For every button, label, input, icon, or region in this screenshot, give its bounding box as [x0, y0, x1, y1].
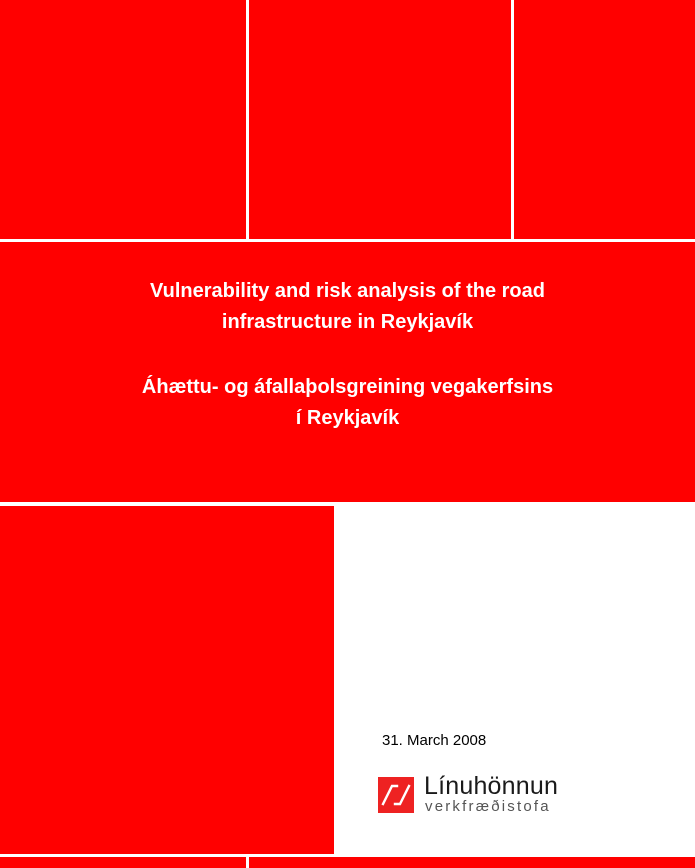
red-panel-top-left — [0, 0, 246, 239]
red-panel-top-middle — [249, 0, 511, 239]
english-title — [0, 276, 695, 338]
red-panel-top-right — [514, 0, 695, 239]
red-panel-footer-left — [0, 857, 246, 868]
red-panel-footer-right — [249, 857, 695, 868]
company-logo — [378, 774, 588, 818]
report-date: 31. March 2008 — [382, 732, 487, 749]
icelandic-title — [0, 372, 695, 434]
english-title-line-1: Vulnerability and risk analysis of the road — [150, 280, 545, 302]
logo-company-name: Línuhönnun — [424, 772, 559, 800]
icelandic-title-line-1: Áhættu- og áfallaþolsgreining vegakerfsins — [141, 376, 554, 398]
red-panel-bottom-left — [0, 506, 334, 854]
linuhonnun-logo-icon — [378, 777, 414, 813]
english-title-line-2: infrastructure in Reykjavík — [221, 311, 474, 333]
logo-company-subtitle: verkfræðistofa — [425, 798, 551, 815]
icelandic-title-line-2: í Reykjavík — [295, 407, 400, 429]
